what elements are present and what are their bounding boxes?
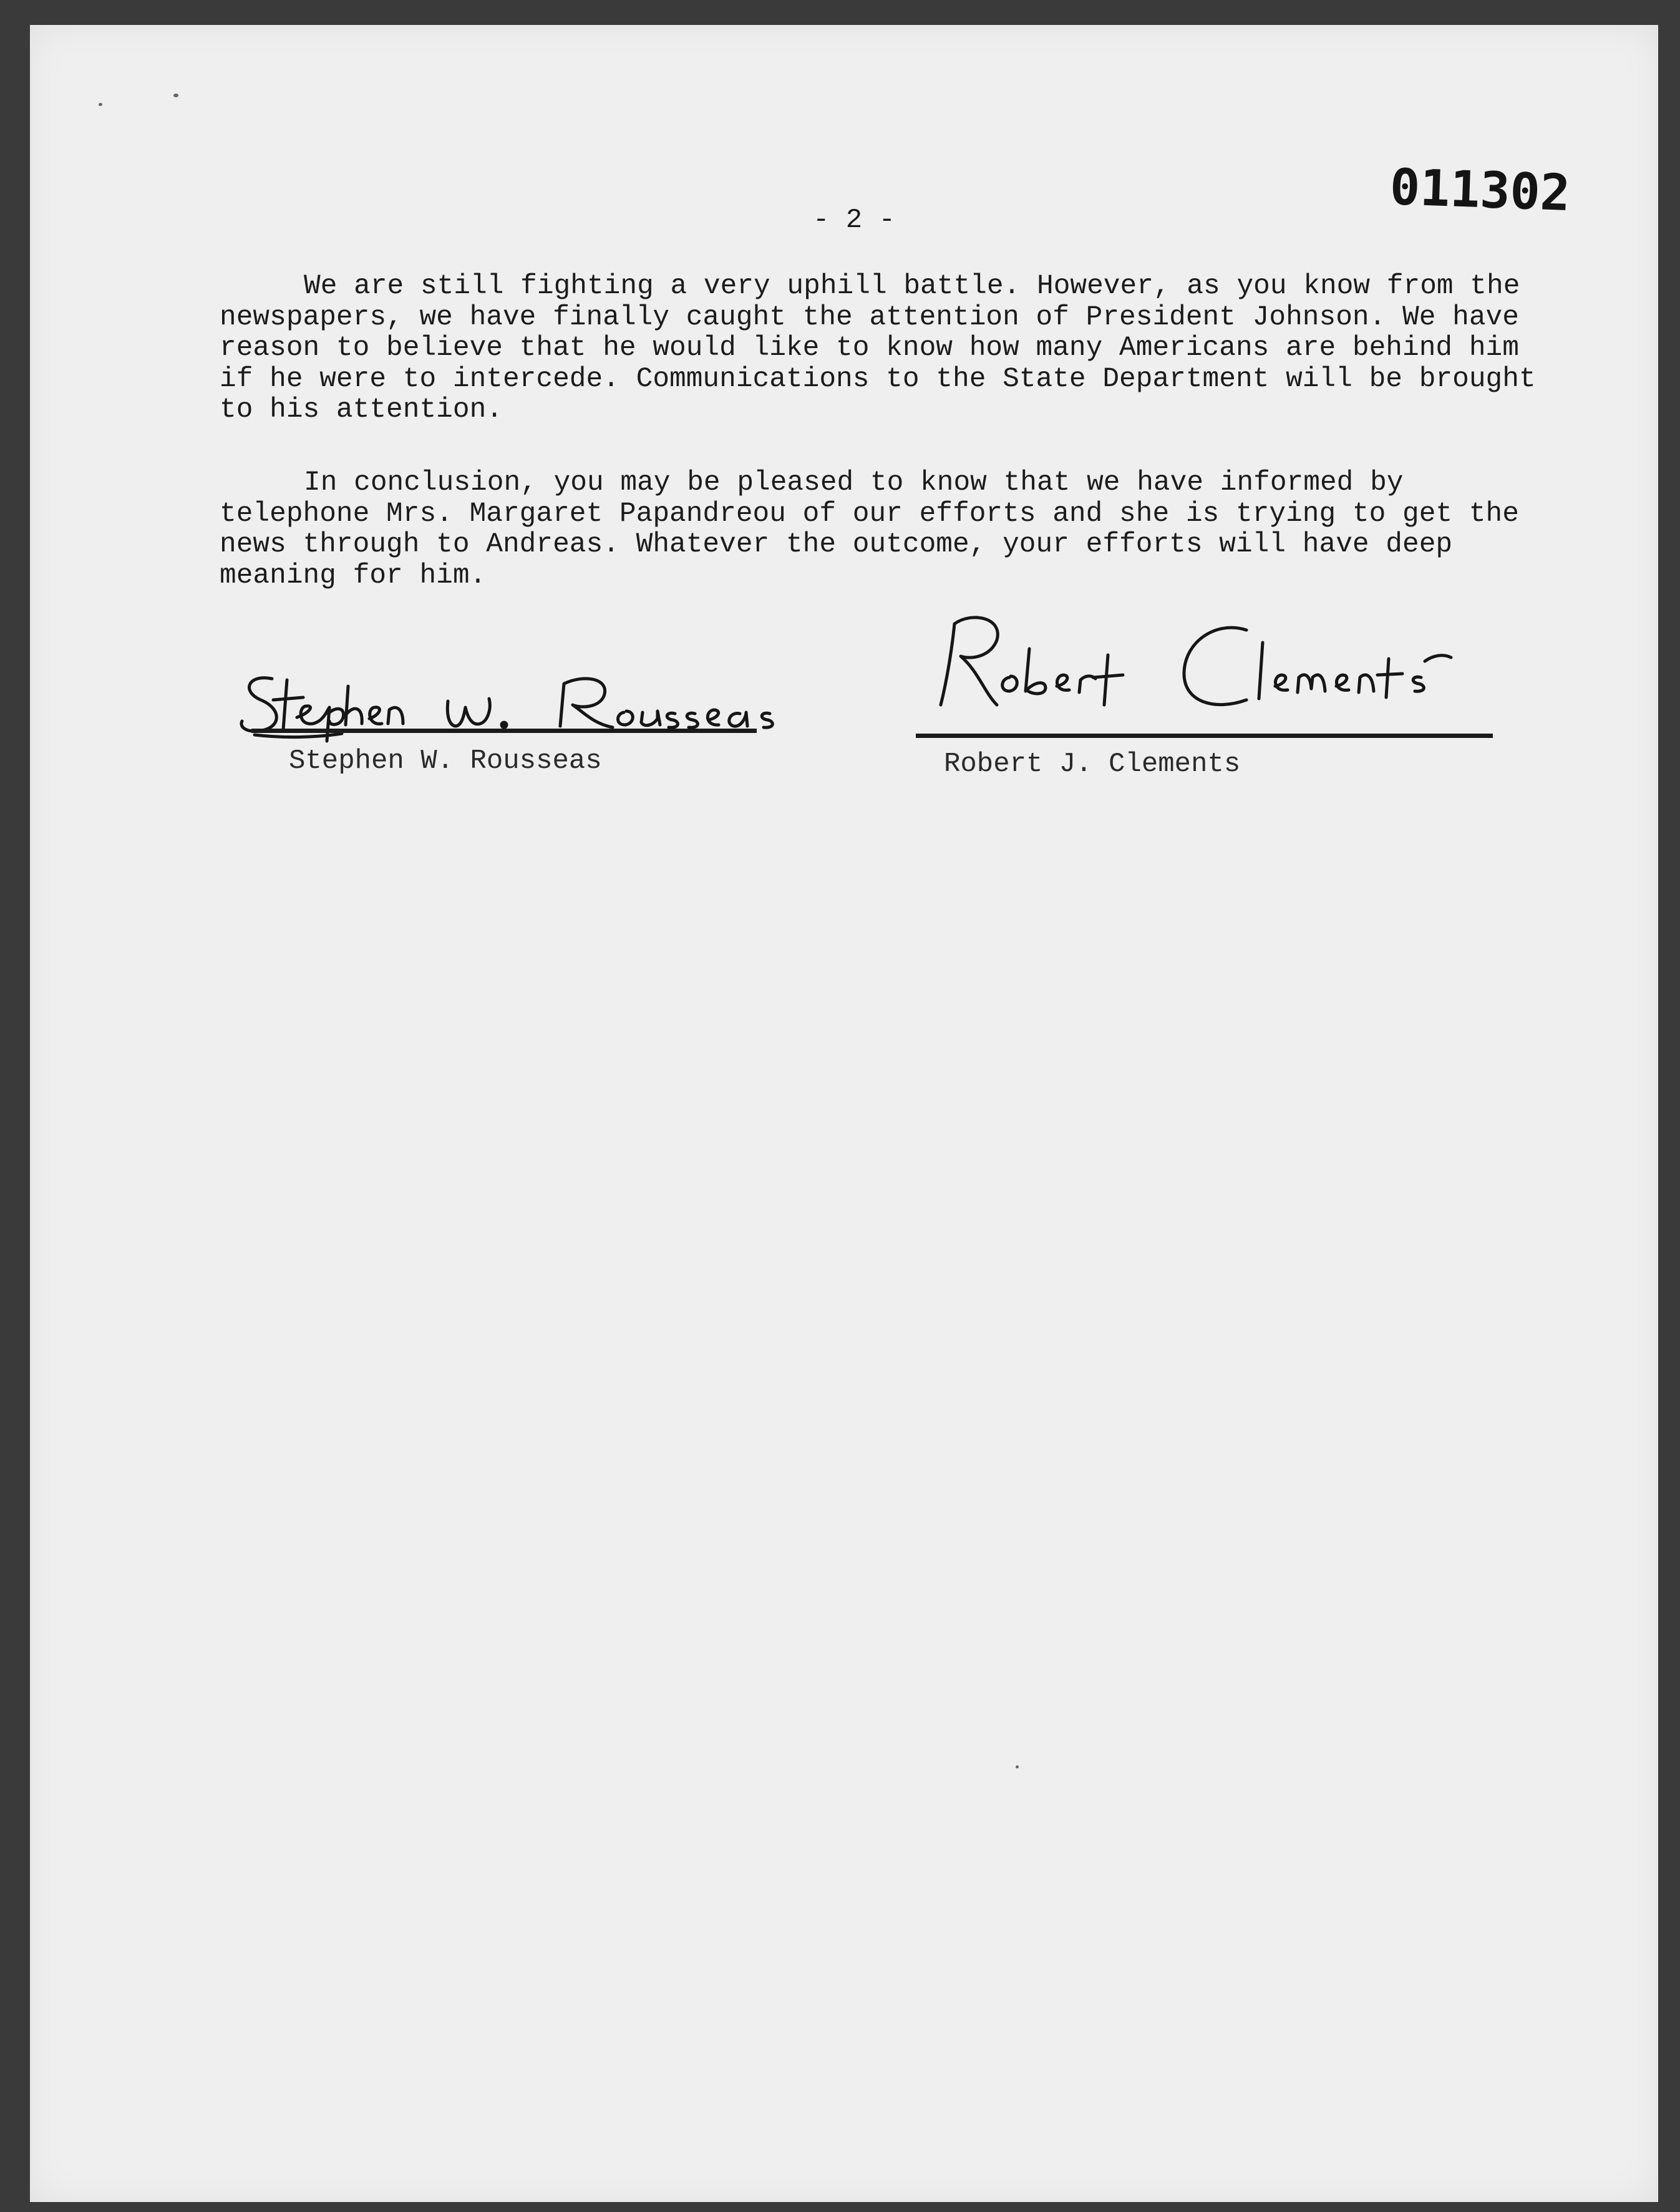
document-number: 011302 — [1389, 157, 1571, 223]
scan-speck — [173, 94, 178, 97]
paragraph-1: We are still fighting a very uphill battle. However, as you know from the newspapers, we have finally caught the attention of President Johnson. We have reason to believe that he would like to know how many Americans are behind him if he were to intercede. Communications to the State Department will be brought to his attention. — [220, 271, 1536, 425]
typed-name-rousseas: Stephen W. Rousseas — [289, 745, 602, 777]
signature-line-2 — [916, 734, 1493, 738]
typed-name-clements: Robert J. Clements — [944, 749, 1241, 780]
paragraph-2: In conclusion, you may be pleased to know that we have informed by telephone Mrs. Margaret Papandreou of our efforts and she is trying to get the news through to Andreas. Whatever the outcome, your efforts will have deep meaning for him. — [220, 467, 1519, 591]
signature-line-1 — [251, 729, 757, 733]
scan-speck — [1016, 1765, 1019, 1768]
paper-sheet — [30, 25, 1658, 2202]
handwritten-signature-rousseas — [236, 661, 941, 755]
page-number: - 2 - — [813, 205, 896, 236]
scan-speck — [99, 103, 102, 106]
handwritten-signature-clements — [922, 605, 1614, 724]
